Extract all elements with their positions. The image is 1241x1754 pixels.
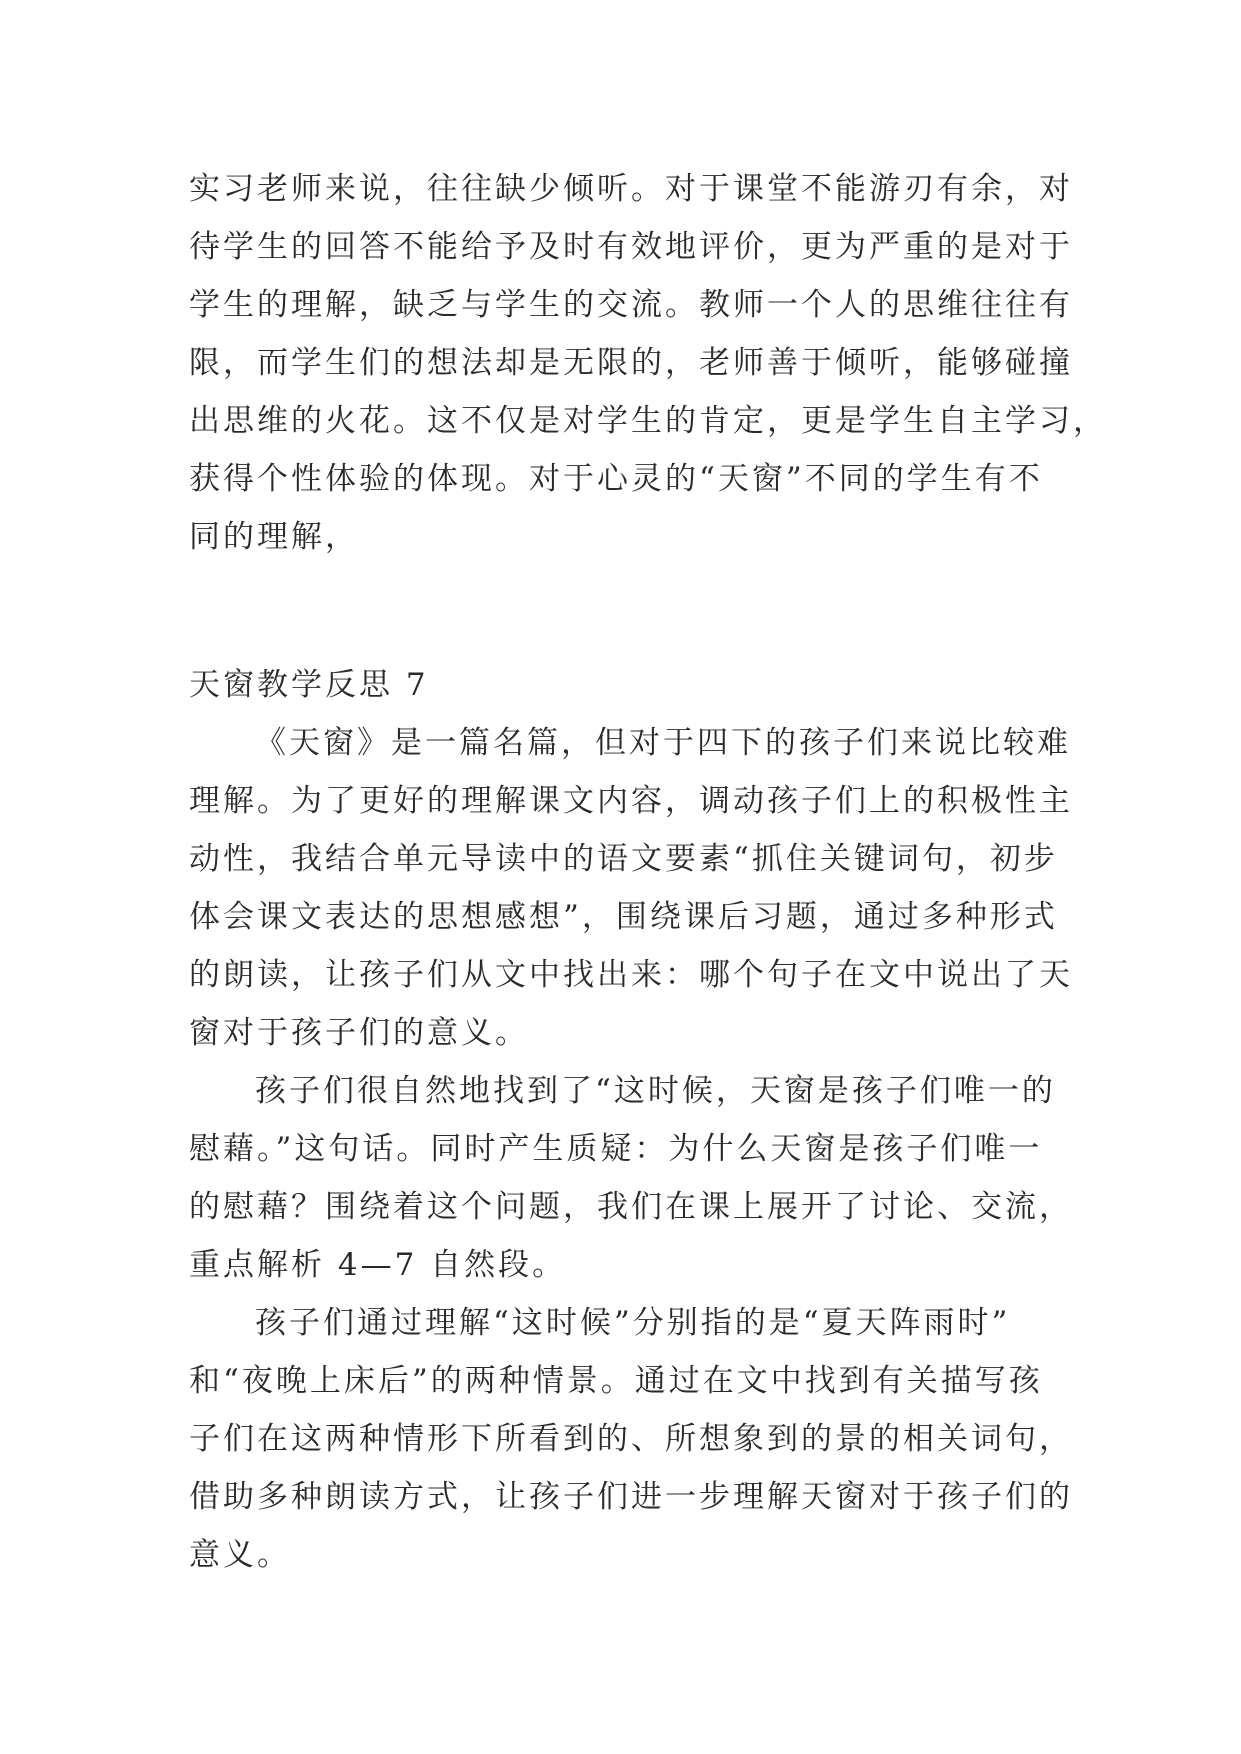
- paragraph-line: 子们在这两种情形下所看到的、所想象到的景的相关词句，: [189, 1421, 1073, 1457]
- paragraph-line: 《天窗》是一篇名篇，但对于四下的孩子们来说比较难: [255, 725, 1071, 761]
- paragraph-line: 意义。: [189, 1537, 291, 1573]
- text-line: 出思维的火花。这不仅是对学生的肯定，更是学生自主学习，: [189, 403, 1107, 439]
- text-line: 实习老师来说，往往缺少倾听。对于课堂不能游刃有余，对: [189, 171, 1073, 207]
- paragraph-line: 和“夜晚上床后”的两种情景。通过在文中找到有关描写孩: [189, 1363, 1043, 1399]
- text-line: 同的理解，: [189, 519, 359, 555]
- text-line: 限，而学生们的想法却是无限的，老师善于倾听，能够碰撞: [189, 345, 1073, 381]
- paragraph-line: 的朗读，让孩子们从文中找出来：哪个句子在文中说出了天: [189, 957, 1073, 993]
- text-line: 待学生的回答不能给予及时有效地评价，更为严重的是对于: [189, 229, 1073, 265]
- document-body: [189, 160, 1107, 1584]
- paragraph-line: 体会课文表达的思想感想”，围绕课后习题，通过多种形式: [189, 899, 1058, 935]
- section-heading: 天窗教学反思 7: [189, 667, 429, 703]
- paragraph-line: 慰藉。”这句话。同时产生质疑：为什么天窗是孩子们唯一: [189, 1131, 1043, 1167]
- section-gap: [189, 566, 1069, 656]
- text-line: 获得个性体验的体现。对于心灵的“天窗”不同的学生有不: [189, 461, 1043, 497]
- paragraph-line: 窗对于孩子们的意义。: [189, 1015, 529, 1051]
- paragraph-line: 的慰藉？围绕着这个问题，我们在课上展开了讨论、交流，: [189, 1189, 1073, 1225]
- paragraph-line: 重点解析 4—7 自然段。: [189, 1247, 567, 1283]
- paragraph-line: 动性，我结合单元导读中的语文要素“抓住关键词句，初步: [189, 841, 1058, 877]
- paragraph-line: 孩子们通过理解“这时候”分别指的是“夏天阵雨时”: [255, 1305, 1011, 1341]
- text-line: 学生的理解，缺乏与学生的交流。教师一个人的思维往往有: [189, 287, 1073, 323]
- paragraph-line: 孩子们很自然地找到了“这时候，天窗是孩子们唯一的: [255, 1073, 1056, 1109]
- paragraph-line: 借助多种朗读方式，让孩子们进一步理解天窗对于孩子们的: [189, 1479, 1073, 1515]
- paragraph-line: 理解。为了更好的理解课文内容，调动孩子们上的积极性主: [189, 783, 1073, 819]
